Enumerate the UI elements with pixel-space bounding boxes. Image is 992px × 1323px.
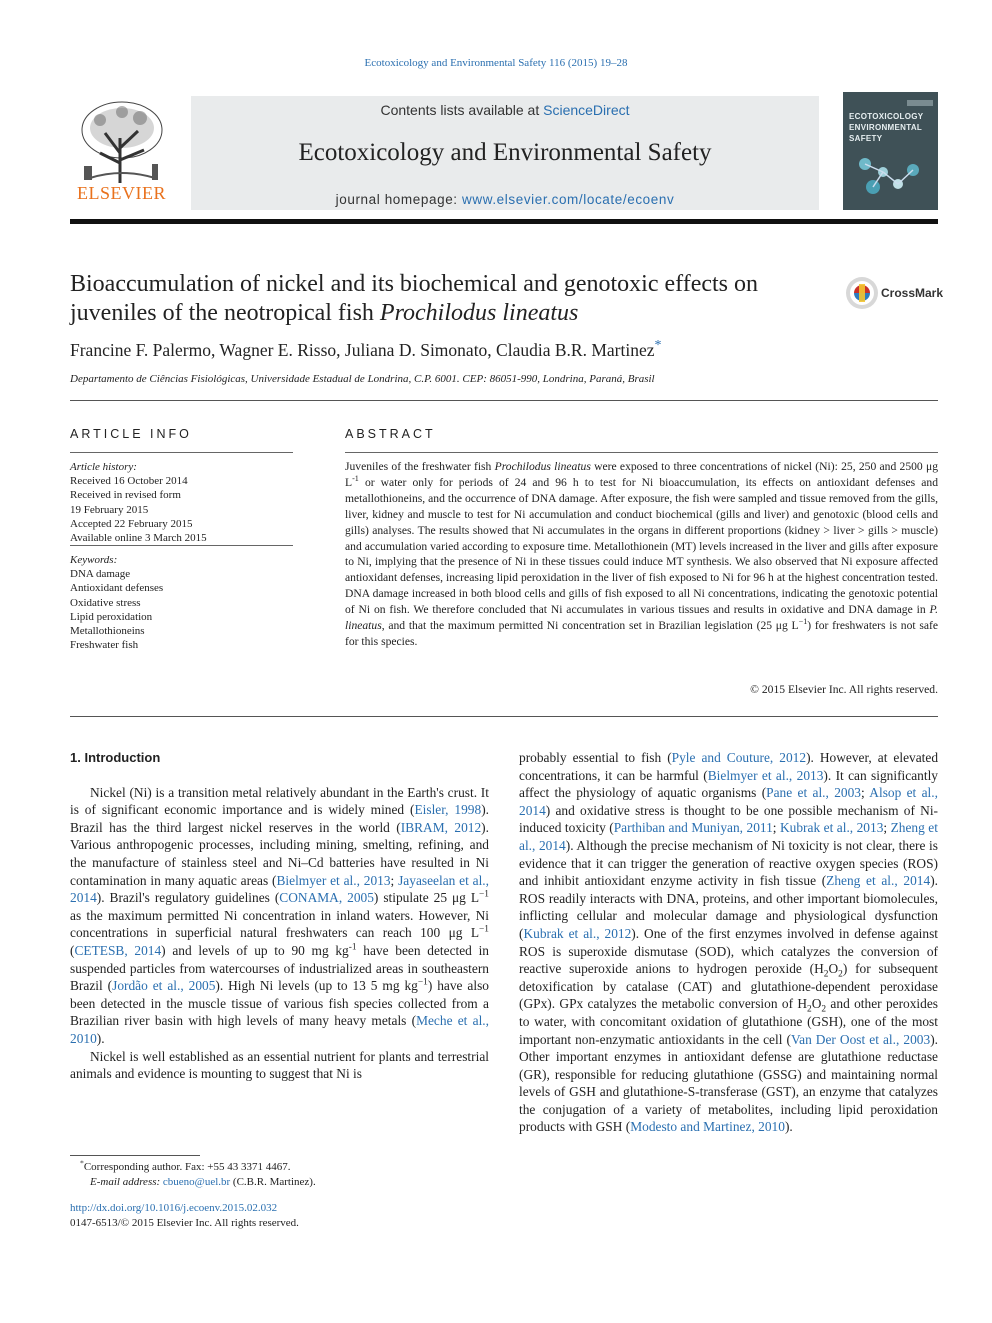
homepage-prefix: journal homepage: xyxy=(335,192,463,207)
body-text: Nickel (Ni) is a transition metal relatively abundant in the Earth's crust. It is of significant economic importance and is widely mined ( xyxy=(70,784,489,818)
subscript: 2 xyxy=(821,1004,827,1015)
sciencedirect-link[interactable]: ScienceDirect xyxy=(543,102,630,118)
journal-masthead xyxy=(70,92,938,210)
article-history xyxy=(70,460,293,545)
abstract-text: ) for freshwaters is not safe for this species. xyxy=(345,619,938,648)
keyword: Lipid peroxidation xyxy=(70,610,153,623)
abstract-bottom-rule xyxy=(70,716,938,717)
email-footnote xyxy=(70,1175,489,1190)
body-text: ). Brazil's regulatory guidelines ( xyxy=(96,890,280,906)
citation-link[interactable]: CONAMA, 2005 xyxy=(279,890,374,906)
superscript: −1 xyxy=(417,977,428,988)
author-list xyxy=(70,340,662,361)
body-text: ) and oxidative stress is thought to be one possible mechanism of Ni-induced toxicity ( xyxy=(519,802,938,836)
body-text: ; xyxy=(883,820,891,836)
crossmark-badge[interactable] xyxy=(845,276,944,310)
superscript: -1 xyxy=(348,942,357,953)
citation-link[interactable]: Parthiban and Muniyan, 2011 xyxy=(613,820,773,836)
body-text: and other peroxides to water, with concomitant oxidation of glutathione (GSH), one of the most important non-enzymatic antioxidants in the cell ( xyxy=(519,996,939,1047)
subscript: 2 xyxy=(823,969,829,980)
abstract-body xyxy=(345,459,938,650)
author-names: Francine F. Palermo, Wagner E. Risso, Juliana D. Simonato, Claudia B.R. Martinez xyxy=(70,340,655,360)
citation-link[interactable]: Kubrak et al., 2012 xyxy=(523,925,632,941)
body-text: ; xyxy=(860,785,870,801)
article-info-rule xyxy=(70,452,293,453)
keyword: Metallothioneins xyxy=(70,625,145,638)
body-text: O xyxy=(811,996,822,1012)
abstract-superscript: −1 xyxy=(798,617,808,627)
citation-link[interactable]: IBRAM, 2012 xyxy=(400,819,482,835)
body-text: ). Various anthropogenic processes, including mining, smelting, refining, and the manufacture of stainless steel and Ni–Cd batteries have resulted in Ni contamination in many aquatic areas ( xyxy=(70,819,489,888)
body-text: ; xyxy=(772,820,780,836)
section-heading-introduction: 1. Introduction xyxy=(70,750,161,765)
journal-cover-image[interactable] xyxy=(843,92,938,210)
subscript: 2 xyxy=(838,969,843,980)
superscript: −1 xyxy=(479,924,489,935)
issn-copyright: 0147-6513/© 2015 Elsevier Inc. All rights reserved. xyxy=(70,1216,299,1229)
cover-title-line3: SAFETY xyxy=(849,134,883,143)
body-text: ). ROS readily interacts with DNA, proteins, and other important biomolecules, inflicting cellular and molecular damage and physiological dysfunction ( xyxy=(519,873,938,941)
body-text: ). High Ni levels (up to 13 5 mg kg xyxy=(215,978,418,994)
journal-title: Ecotoxicology and Environmental Safety xyxy=(298,139,712,166)
corresponding-author-mark[interactable]: * xyxy=(654,338,662,354)
history-item: Received 16 October 2014 xyxy=(70,475,188,488)
body-text: Nickel is well established as an essential nutrient for plants and terrestrial animals and evidence is mounting to suggest that Ni is xyxy=(70,1048,489,1082)
citation-link[interactable]: Zheng et al., 2014 xyxy=(826,873,931,889)
crossmark-icon xyxy=(845,276,879,310)
abstract-species: Prochilodus lineatus xyxy=(494,460,591,473)
body-text: ). xyxy=(784,1119,793,1135)
history-item: Accepted 22 February 2015 xyxy=(70,517,193,530)
citation-link[interactable]: Alsop et al., 2014 xyxy=(519,785,938,818)
subscript: 2 xyxy=(807,1004,812,1015)
elsevier-logo[interactable] xyxy=(70,98,173,204)
body-text: ). xyxy=(96,1030,105,1046)
body-text: ) for subsequent detoxification by catalase (CAT) and glutathione-dependent peroxidase (GPx). GPx catalyzes the metabolic conversion of H xyxy=(519,961,939,1012)
history-label: Article history: xyxy=(70,461,137,473)
email-link[interactable]: cbueno@uel.br xyxy=(162,1175,231,1188)
body-text: ; xyxy=(390,872,399,888)
cover-title-line1: ECOTOXICOLOGY xyxy=(849,112,924,121)
citation-link[interactable]: Meche et al., 2010 xyxy=(70,1013,489,1046)
abstract-rule xyxy=(345,452,938,453)
body-text: have been detected in suspended particles from watercourses of industrialized areas in southeastern Brazil ( xyxy=(70,942,490,994)
abstract-text: or water only for periods of 24 and 96 h to test for Ni bioaccumulation, its effects on antioxidant defenses and metallothioneins, and the occurrence of DNA damage. After exposure, the fish were sampled and tissue removed from the gills, liver, kidney and muscle to test for Ni accumulation and conduct biochemical (gills and liver) and genotoxic (blood cells and gills) analyses. The results showed that Ni accumulates in the organs in different proportions (kidney > liver > gills > muscle) and accumulation varied according to exposure time. Metallothionein (MT) levels increased in the liver and gills after exposure to Ni, implying that the presence of Ni in these tissues could induce MT synthesis. We also observed that Ni exposure affected antioxidant defenses, increasing lipid peroxidation in the liver of fish exposed to Ni for 96 h at the highest concentration tested. DNA damage increased in both blood cells and gills of fish exposed to all Ni concentrations, indicating the genotoxic potential of Ni on fish. We therefore concluded that Ni accumulates in various tissues and results in oxidative and DNA damage in xyxy=(345,475,938,617)
doi-block xyxy=(70,1201,299,1230)
body-column-left xyxy=(70,749,489,1083)
journal-citation[interactable]: Ecotoxicology and Environmental Safety 116 (2015) 19–28 xyxy=(364,57,628,69)
intro-paragraph-continued xyxy=(519,749,938,1136)
keyword: Freshwater fish xyxy=(70,639,139,652)
title-text: Bioaccumulation of nickel and its biochemical and genotoxic effects on juveniles of the neotropical fish xyxy=(70,271,759,326)
article-title xyxy=(70,270,830,328)
abstract-text: were exposed to three concentrations of nickel (Ni): 25, 250 and 2500 μg L xyxy=(345,460,938,489)
doi-link[interactable]: http://dx.doi.org/10.1016/j.ecoenv.2015.02.032 xyxy=(70,1202,278,1214)
body-text: ). However, at elevated concentrations, it can be harmful ( xyxy=(519,750,939,783)
footnote-rule xyxy=(70,1155,200,1156)
citation-link[interactable]: Van Der Oost et al., 2003 xyxy=(790,1031,931,1047)
corresponding-text: Corresponding author. Fax: +55 43 3371 4467. xyxy=(83,1161,291,1173)
history-item: 19 February 2015 xyxy=(70,503,149,516)
footnotes xyxy=(70,1160,489,1189)
citation-link[interactable]: Pane et al., 2003 xyxy=(766,785,861,801)
citation-link[interactable]: Jayaseelan et al., 2014 xyxy=(70,872,489,906)
body-text: ) have also been detected in the muscle tissue of various fish species collected from a Brazilian river basin with high levels of many heavy metals ( xyxy=(70,978,489,1029)
footnote-mark: * xyxy=(80,1158,84,1168)
title-species: Prochilodus lineatus xyxy=(379,300,579,326)
body-text: ). Although the precise mechanism of Ni toxicity is not clear, there is evidence that it can trigger the generation of reactive oxygen species (ROS) and inhibit antioxidant enzyme activity in fish tissue ( xyxy=(519,837,938,889)
abstract-copyright: © 2015 Elsevier Inc. All rights reserved. xyxy=(750,683,938,696)
body-text: ). One of the first enzymes involved in defense against ROS is superoxide dismutase (SOD), which catalyzes the conversion of reactive superoxide anions to hydrogen peroxide (H xyxy=(519,925,938,977)
intro-paragraph-2 xyxy=(70,1048,489,1083)
body-text: ( xyxy=(70,942,75,958)
affiliation: Departamento de Ciências Fisiológicas, Universidade Estadual de Londrina, C.P. 6001. CEP: 86051-990, Londrina, Paraná, Brasil xyxy=(70,373,655,385)
elsevier-tree-icon xyxy=(70,98,173,186)
body-text: ) and levels of up to 90 mg kg xyxy=(161,942,349,958)
citation-link[interactable]: Zheng et al., 2014 xyxy=(519,820,938,853)
cover-title-line2: ENVIRONMENTAL xyxy=(849,123,923,132)
masthead-rule xyxy=(70,219,938,224)
body-text: ). Other important enzymes in antioxidant defense are glutathione reductase (GR), responsible for reducing glutathione (GSSG) and maintaining normal levels of GSH and glutathione-S-transferase (GST), an enzyme that catalyzes the conjugation of a variety of metabolites, including lipid peroxidation products with GSH ( xyxy=(519,1031,938,1135)
cover-molecule-icon xyxy=(843,92,938,210)
keywords xyxy=(70,553,293,652)
homepage-line xyxy=(191,192,819,207)
abstract-heading: ABSTRACT xyxy=(345,427,436,441)
body-text: ) stipulate 25 μg L xyxy=(373,890,480,906)
abstract-text: , and that the maximum permitted Ni concentration set in Brazilian legislation (25 μg L xyxy=(381,619,799,633)
body-text: ). Brazil has the third largest nickel reserves in the world ( xyxy=(70,802,489,835)
body-text: ). It can significantly affect the physiology of aquatic organisms ( xyxy=(519,767,938,801)
homepage-link[interactable]: www.elsevier.com/locate/ecoenv xyxy=(462,192,675,207)
history-item: Available online 3 March 2015 xyxy=(70,532,207,545)
journal-banner xyxy=(191,96,819,210)
contents-line xyxy=(191,102,819,118)
elsevier-wordmark: ELSEVIER xyxy=(77,183,166,203)
body-column-right xyxy=(519,749,938,1136)
email-suffix: (C.B.R. Martinez). xyxy=(230,1175,316,1188)
body-text: O xyxy=(828,961,839,977)
citation-link[interactable]: Kubrak et al., 2013 xyxy=(780,820,884,836)
history-item: Received in revised form xyxy=(70,489,181,502)
contents-prefix: Contents lists available at xyxy=(380,102,544,118)
citation-link[interactable]: Jordão et al., 2005 xyxy=(112,978,216,994)
intro-paragraph-1 xyxy=(70,784,489,1048)
abstract-species: P. lineatus xyxy=(345,603,938,633)
citation-link[interactable]: Pyle and Couture, 2012 xyxy=(671,750,807,765)
keyword: Oxidative stress xyxy=(70,596,141,609)
keyword: DNA damage xyxy=(70,568,131,581)
crossmark-label: CrossMark xyxy=(881,286,944,300)
citation-link[interactable]: Eisler, 1998 xyxy=(414,802,482,818)
citation-link[interactable]: Bielmyer et al., 2013 xyxy=(707,767,824,783)
citation-link[interactable]: Modesto and Martinez, 2010 xyxy=(630,1119,785,1135)
abstract-text: Juveniles of the freshwater fish xyxy=(345,460,495,473)
article-info-heading: ARTICLE INFO xyxy=(70,427,192,441)
abstract-superscript: -1 xyxy=(352,474,359,484)
body-text: probably essential to fish ( xyxy=(519,750,672,765)
history-rule xyxy=(70,545,293,546)
keywords-label: Keywords: xyxy=(70,554,118,566)
citation-link[interactable]: Bielmyer et al., 2013 xyxy=(276,872,391,888)
body-text: as the maximum permitted Ni concentration in inland waters. However, Ni concentrations in superficial natural freshwaters can reach 100 μg L xyxy=(70,907,489,941)
citation-link[interactable]: CETESB, 2014 xyxy=(74,942,162,958)
email-label: E-mail address: xyxy=(90,1175,163,1188)
superscript: −1 xyxy=(479,889,489,900)
keyword: Antioxidant defenses xyxy=(70,582,164,595)
header-rule xyxy=(70,400,938,401)
corresponding-author-footnote xyxy=(70,1160,489,1175)
